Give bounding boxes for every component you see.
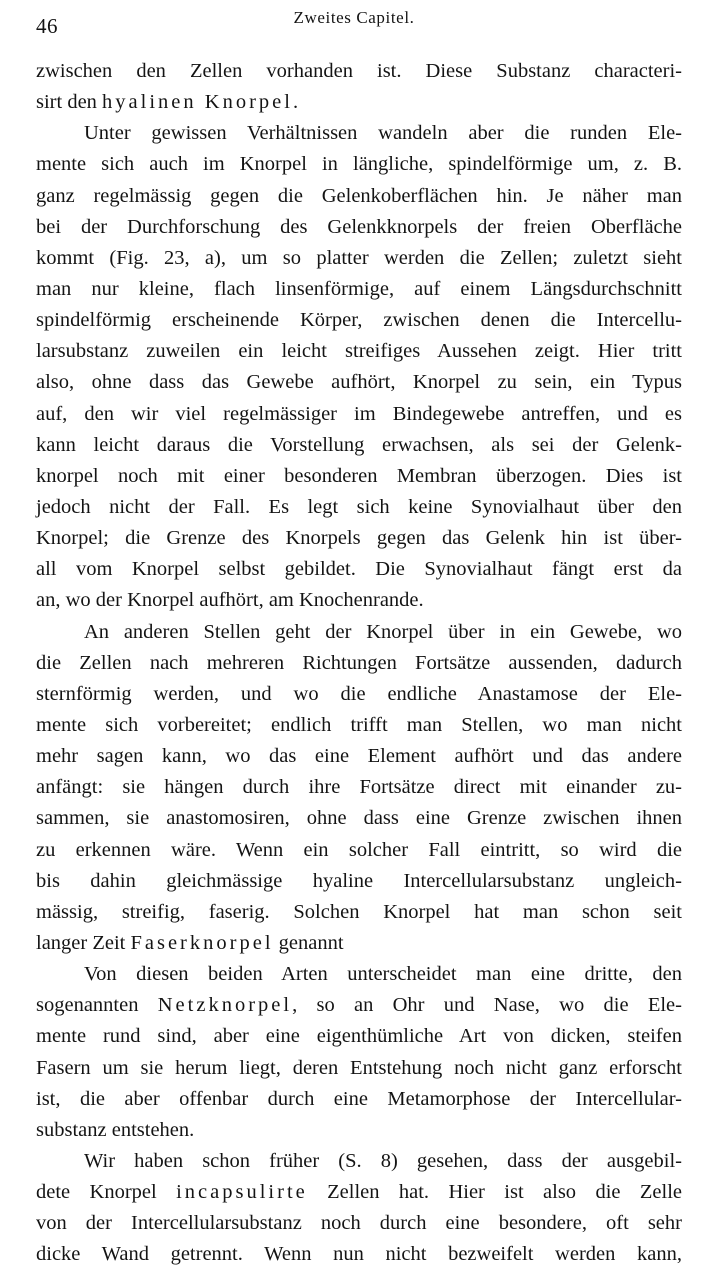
emphasis-term: incapsulirte <box>176 1181 308 1204</box>
text-line: Unter gewissen Verhältnissen wandeln aber die runden Ele- <box>84 122 682 145</box>
emphasis-term: Netzknorpel <box>157 994 293 1017</box>
text-line: mente sich auch im Knorpel in längliche, spindelförmige um, z. B. <box>36 153 682 176</box>
text-line: Knorpel; die Grenze des Knorpels gegen das Gelenk hin ist über- <box>36 527 682 550</box>
running-head: Zweites Capitel. <box>293 8 415 27</box>
text-line: bei der Durchforschung des Gelenkknorpels der freien Oberfläche <box>36 215 682 238</box>
text-line: Von diesen beiden Arten unterscheidet man eine dritte, den <box>84 963 682 986</box>
body-text <box>36 56 682 1270</box>
text-line: von der Intercellularsubstanz noch durch eine besondere, oft sehr <box>36 1212 682 1235</box>
text-line: mässig, streifig, faserig. Solchen Knorpel hat man schon seit <box>36 900 682 923</box>
emphasis-term: Faserknorpel <box>130 931 274 954</box>
text-line: kommt (Fig. 23, a), um so platter werden die Zellen; zuletzt sieht <box>36 246 682 269</box>
text-line: mehr sagen kann, wo das eine Element aufhört und das andere <box>36 745 682 768</box>
text-line: bis dahin gleichmässige hyaline Intercellularsubstanz ungleich- <box>36 869 682 892</box>
text-line: sogenannten Netzknorpel, so an Ohr und Nase, wo die Ele- <box>36 994 682 1017</box>
text-line: mente rund sind, aber eine eigenthümliche Art von dicken, steifen <box>36 1025 682 1048</box>
text-line: mente sich vorbereitet; endlich trifft man Stellen, wo man nicht <box>36 713 682 736</box>
text-line: Fasern um sie herum liegt, deren Entstehung noch nicht ganz erforscht <box>36 1056 682 1079</box>
text-line: dicke Wand getrennt. Wenn nun nicht bezweifelt werden kann, <box>36 1243 682 1266</box>
text-line: all vom Knorpel selbst gebildet. Die Synovialhaut fängt erst da <box>36 558 682 581</box>
text-line: An anderen Stellen geht der Knorpel über in ein Gewebe, wo <box>84 620 682 643</box>
text-line: sirt den hyalinen Knorpel. <box>36 91 299 114</box>
text-line: anfängt: sie hängen durch ihre Fortsätze direct mit einander zu- <box>36 776 682 799</box>
text-line: ist, die aber offenbar durch eine Metamorphose der Intercellular- <box>36 1087 682 1110</box>
text-line: langer Zeit Faserknorpel genannt <box>36 931 344 954</box>
page-number: 46 <box>36 14 58 38</box>
text-line: man nur kleine, flach linsenförmige, auf einem Längsdurchschnitt <box>36 277 682 300</box>
text-line: zwischen den Zellen vorhanden ist. Diese Substanz characteri- <box>36 60 682 82</box>
emphasis-term: hyalinen Knorpel <box>102 91 293 114</box>
text-line: sammen, sie anastomosiren, ohne dass eine Grenze zwischen ihnen <box>36 807 682 830</box>
text-line: ganz regelmässig gegen die Gelenkoberflächen hin. Je näher man <box>36 184 682 207</box>
text-line: substanz entstehen. <box>36 1118 195 1141</box>
text-line: knorpel noch mit einer besonderen Membran überzogen. Dies ist <box>36 464 682 487</box>
text-line: larsubstanz zuweilen ein leicht streifiges Aussehen zeigt. Hier tritt <box>36 340 682 363</box>
text-line: kann leicht daraus die Vorstellung erwachsen, als sei der Gelenk- <box>36 433 682 456</box>
text-line: Wir haben schon früher (S. 8) gesehen, dass der ausgebil- <box>84 1149 682 1172</box>
text-line: zu erkennen wäre. Wenn ein solcher Fall eintritt, so wird die <box>36 838 682 861</box>
text-line: also, ohne dass das Gewebe aufhört, Knorpel zu sein, ein Typus <box>36 371 682 394</box>
text-line: jedoch nicht der Fall. Es legt sich keine Synovialhaut über den <box>36 495 682 518</box>
text-line: sternförmig werden, und wo die endliche Anastamose der Ele- <box>36 682 682 705</box>
text-line: auf, den wir viel regelmässiger im Bindegewebe antreffen, und es <box>36 402 682 425</box>
text-line: an, wo der Knorpel aufhört, am Knochenrande. <box>36 589 424 612</box>
text-line: die Zellen nach mehreren Richtungen Fortsätze aussenden, dadurch <box>36 651 682 674</box>
text-line: dete Knorpel incapsulirte Zellen hat. Hier ist also die Zelle <box>36 1181 682 1204</box>
text-line: spindelförmig erscheinende Körper, zwischen denen die Intercellu- <box>36 309 682 332</box>
